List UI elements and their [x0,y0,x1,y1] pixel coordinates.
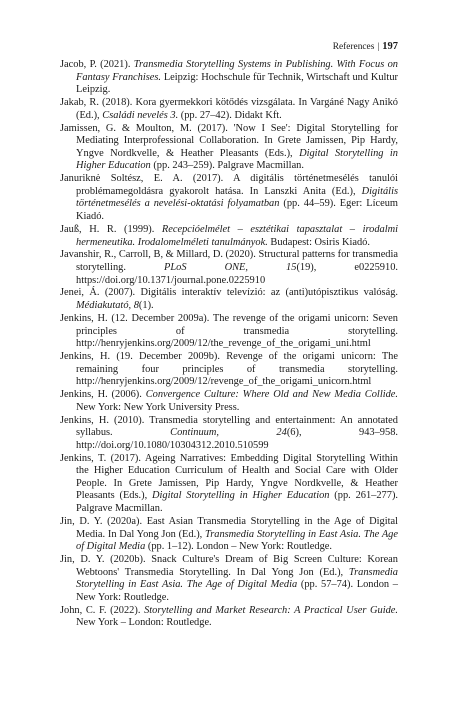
reference-italic-text: PLoS ONE, 15 [164,261,297,273]
reference-text: Jenkins, H. (2010). Transmedia storytelling and entertainment: An annotated syllabus. [60,414,398,439]
reference-entry [60,516,398,554]
reference-text: Budapest: Osiris Kiadó. [267,236,370,248]
reference-text: Jamissen, G. & Moulton, M. (2017). 'Now I See': Digital Storytelling for Mediating Interprofessional Collaboration. In Grete Jamissen, Pip Hardy, Yngve Nordkvelle, & Heather Pleasants (Eds.), [60,122,398,159]
reference-text: Jauß, H. R. (1999). [60,223,162,235]
reference-entry [60,59,398,97]
reference-italic-text: Continuum, 24 [170,427,287,439]
reference-entry [60,224,398,249]
reference-entry [60,554,398,604]
reference-entry [60,351,398,389]
reference-entry [60,605,398,630]
reference-entry [60,389,398,414]
running-head-separator: | [377,42,380,52]
reference-text: Leipzig: Hochschule für Technik, Wirtschaft und Kultur Leipzig. [76,71,398,96]
reference-text: Jenei, Á. (2007). Digitális interaktív televízió: az (anti)utópisztikus valóság. [60,287,398,299]
reference-text: (pp. 261–277). Palgrave Macmillan. [76,490,399,515]
page-number: 197 [382,41,398,52]
reference-list [60,59,398,630]
reference-entry [60,97,398,122]
reference-text: Jenkins, H. (12. December 2009a). The revenge of the origami unicorn: Seven principles of transmedia storytelling. http://henryjenkins.org/2009/12/the_revenge_of_the_origami_uni.html [60,312,398,350]
reference-italic-text: Digital Storytelling in Higher Education [152,490,330,502]
reference-entry [60,173,398,223]
running-head-section: References [332,42,375,52]
reference-entry [60,123,398,173]
reference-text: Jin, D. Y. (2020b). Snack Culture's Dream of Big Screen Culture: Korean Webtoons' Transmedia Storytelling. In Dal Yong Jon (Ed.), [60,554,398,578]
reference-text: Jenkins, H. (2006). [60,389,146,401]
reference-text: (19), e0225910. https://doi.org/10.1371/journal.pone.0225910 [76,261,398,286]
reference-italic-text: Transmedia Storytelling in East Asia. The Age of Digital Media [76,528,398,553]
reference-text: (pp. 27–42). Didakt Kft. [178,109,282,121]
reference-entry [60,287,398,312]
reference-italic-text: Storytelling and Market Research: A Practical User Guide. [144,604,398,616]
reference-text: (pp. 57–74). London – New York: Routledge. [76,579,398,603]
reference-italic-text: Recepcióelmélet – esztétikai tapasztalat – irodalmi hermeneutika. Irodalomelméleti tanulmányok. [76,223,398,248]
reference-italic-text: Convergence Culture: Where Old and New Media Collide. [145,389,398,401]
reference-text: Jenkins, H. (19. December 2009b). Revenge of the origami unicorn: The remaining four principles of transmedia storytelling. http://henryjenkins.org/2009/12/revenge_of_the_origami_unicorn.html [60,351,398,388]
reference-text: Jin, D. Y. (2020a). East Asian Transmedia Storytelling in the Age of Digital Media. In Dal Yong Jon (Ed.), [60,515,398,540]
reference-text: John, C. F. (2022). [60,604,145,616]
reference-italic-text: Transmedia Storytelling in East Asia. The Age of Digital Media [76,566,398,591]
reference-text: Januriknė Soltész, E. A. (2017). A digitális történetmesélés tanulói problémamegoldásra gyakorolt hatása. In Lanszki Anita (Ed.), [60,173,398,197]
reference-text: Jakab, R. (2018). Kora gyermekkori kötődés vizsgálata. In Vargáné Nagy Anikó (Ed.), [60,97,398,121]
reference-entry [60,415,398,453]
reference-entry [60,249,398,287]
reference-text: Javanshir, R., Carroll, B, & Millard, D. (2020). Structural patterns for transmedia storytelling. [60,249,398,273]
reference-text: (pp. 44–59). Eger: Líceum Kiadó. [76,198,398,223]
reference-italic-text: Családi nevelés 3. [102,109,179,121]
reference-italic-text: Médiakutató, 8 [76,300,139,312]
running-head [333,41,398,53]
reference-text: (pp. 1–12). London – New York: Routledge. [145,541,332,553]
reference-entry [60,453,398,516]
reference-entry [60,313,398,351]
reference-text: Jacob, P. (2021). [60,59,134,70]
reference-italic-text: Digital Storytelling in Higher Education [76,147,399,172]
reference-text: (pp. 243–259). Palgrave Macmillan. [150,160,304,172]
reference-text: New York: New York University Press. [76,401,240,413]
reference-text: (6), 943–958. http://doi.org/10.1080/10304312.2010.510599 [76,427,398,451]
reference-italic-text: Digitális történetmesélés a nevelési-oktatási folyamatban [76,185,398,210]
reference-text: (1). [138,300,154,312]
reference-italic-text: Transmedia Storytelling Systems in Publishing. With Focus on Fantasy Franchises. [76,59,398,83]
reference-text: Jenkins, T. (2017). Ageing Narratives: Embedding Digital Storytelling Within the Higher Education Curriculum of Health and Social Care with Older People. In Grete Jamissen, Pip Hardy, Yngve Nordkvelle, & Heather Pleasants (Eds.), [60,452,398,502]
reference-text: New York – London: Routledge. [76,617,212,629]
